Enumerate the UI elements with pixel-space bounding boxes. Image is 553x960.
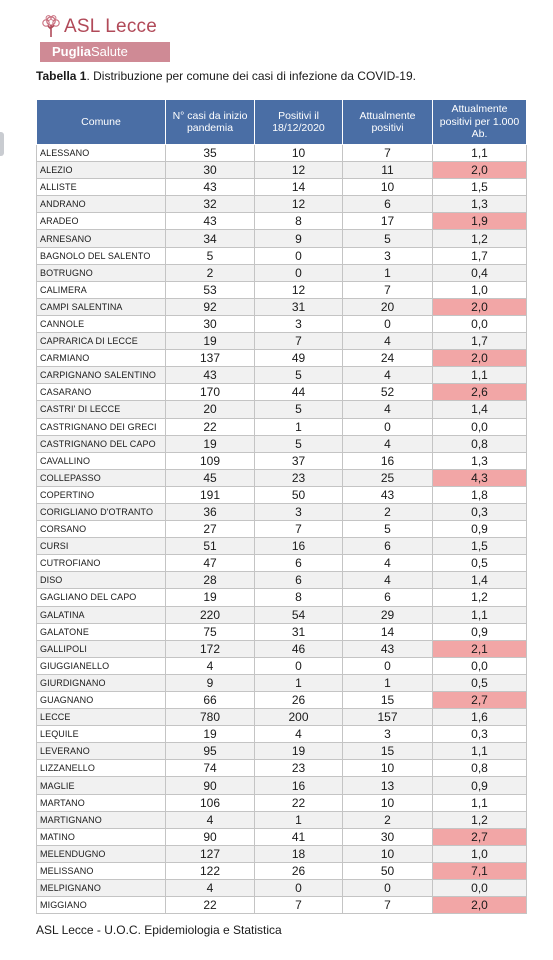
cell-positives-per-1000: 1,8 bbox=[433, 486, 527, 503]
cell-total-cases: 122 bbox=[166, 862, 255, 879]
cell-current-positives: 50 bbox=[343, 862, 433, 879]
table-row bbox=[37, 281, 527, 298]
table-row bbox=[37, 418, 527, 435]
cell-current-positives: 20 bbox=[343, 298, 433, 315]
cell-positives-date: 26 bbox=[255, 862, 343, 879]
cell-positives-date: 7 bbox=[255, 897, 343, 914]
cell-total-cases: 780 bbox=[166, 709, 255, 726]
table-row bbox=[37, 315, 527, 332]
cell-comune: CAPRARICA DI LECCE bbox=[37, 333, 166, 350]
cell-comune: MELISSANO bbox=[37, 862, 166, 879]
cell-current-positives: 4 bbox=[343, 401, 433, 418]
cell-total-cases: 5 bbox=[166, 247, 255, 264]
cell-total-cases: 19 bbox=[166, 589, 255, 606]
cell-positives-date: 10 bbox=[255, 145, 343, 162]
cell-positives-per-1000: 1,5 bbox=[433, 538, 527, 555]
cell-current-positives: 11 bbox=[343, 162, 433, 179]
table-row bbox=[37, 264, 527, 281]
cell-comune: GAGLIANO DEL CAPO bbox=[37, 589, 166, 606]
cell-comune: ARADEO bbox=[37, 213, 166, 230]
cell-comune: GIURDIGNANO bbox=[37, 674, 166, 691]
cell-positives-per-1000: 1,1 bbox=[433, 743, 527, 760]
cell-current-positives: 29 bbox=[343, 606, 433, 623]
cell-comune: CORSANO bbox=[37, 521, 166, 538]
cell-current-positives: 5 bbox=[343, 230, 433, 247]
cell-positives-per-1000: 1,3 bbox=[433, 452, 527, 469]
cell-positives-per-1000: 1,0 bbox=[433, 845, 527, 862]
table-row bbox=[37, 298, 527, 315]
table-header-row bbox=[37, 100, 527, 145]
cell-total-cases: 22 bbox=[166, 897, 255, 914]
table-row bbox=[37, 162, 527, 179]
cell-positives-per-1000: 1,3 bbox=[433, 196, 527, 213]
cell-positives-date: 44 bbox=[255, 384, 343, 401]
cell-positives-date: 3 bbox=[255, 315, 343, 332]
cell-current-positives: 15 bbox=[343, 743, 433, 760]
cell-positives-per-1000: 1,7 bbox=[433, 247, 527, 264]
cell-positives-per-1000: 7,1 bbox=[433, 862, 527, 879]
table-row bbox=[37, 743, 527, 760]
cell-current-positives: 25 bbox=[343, 469, 433, 486]
table-row bbox=[37, 521, 527, 538]
cell-comune: CASTRI' DI LECCE bbox=[37, 401, 166, 418]
cell-comune: ALLISTE bbox=[37, 179, 166, 196]
table-row bbox=[37, 196, 527, 213]
cell-current-positives: 0 bbox=[343, 880, 433, 897]
table-row bbox=[37, 692, 527, 709]
cell-positives-date: 0 bbox=[255, 880, 343, 897]
cell-positives-date: 16 bbox=[255, 777, 343, 794]
cell-positives-date: 9 bbox=[255, 230, 343, 247]
table-row bbox=[37, 572, 527, 589]
cell-current-positives: 0 bbox=[343, 418, 433, 435]
cell-positives-per-1000: 1,9 bbox=[433, 213, 527, 230]
cell-positives-per-1000: 0,0 bbox=[433, 315, 527, 332]
side-edge-marker bbox=[0, 132, 4, 156]
cell-positives-per-1000: 1,1 bbox=[433, 794, 527, 811]
cell-positives-date: 7 bbox=[255, 333, 343, 350]
cell-total-cases: 106 bbox=[166, 794, 255, 811]
table-row bbox=[37, 726, 527, 743]
cell-positives-per-1000: 2,7 bbox=[433, 692, 527, 709]
cell-current-positives: 0 bbox=[343, 657, 433, 674]
table-row bbox=[37, 674, 527, 691]
cell-comune: DISO bbox=[37, 572, 166, 589]
cell-comune: LEVERANO bbox=[37, 743, 166, 760]
table-row bbox=[37, 640, 527, 657]
cell-positives-per-1000: 1,1 bbox=[433, 145, 527, 162]
table-row bbox=[37, 623, 527, 640]
cell-positives-per-1000: 0,0 bbox=[433, 657, 527, 674]
cell-positives-per-1000: 0,3 bbox=[433, 503, 527, 520]
cell-total-cases: 22 bbox=[166, 418, 255, 435]
cell-positives-per-1000: 2,0 bbox=[433, 350, 527, 367]
cell-current-positives: 2 bbox=[343, 811, 433, 828]
cell-positives-date: 5 bbox=[255, 367, 343, 384]
table-title-label: Tabella 1 bbox=[36, 69, 87, 83]
cell-comune: ALEZIO bbox=[37, 162, 166, 179]
cell-positives-date: 5 bbox=[255, 435, 343, 452]
cell-total-cases: 92 bbox=[166, 298, 255, 315]
table-row bbox=[37, 709, 527, 726]
cell-total-cases: 43 bbox=[166, 179, 255, 196]
cell-total-cases: 74 bbox=[166, 760, 255, 777]
cell-positives-date: 49 bbox=[255, 350, 343, 367]
cell-total-cases: 30 bbox=[166, 162, 255, 179]
cell-positives-date: 4 bbox=[255, 726, 343, 743]
cell-current-positives: 6 bbox=[343, 589, 433, 606]
cell-total-cases: 27 bbox=[166, 521, 255, 538]
cell-positives-per-1000: 0,5 bbox=[433, 555, 527, 572]
cell-comune: CASTRIGNANO DEL CAPO bbox=[37, 435, 166, 452]
cell-current-positives: 4 bbox=[343, 333, 433, 350]
cell-comune: CASTRIGNANO DEI GRECI bbox=[37, 418, 166, 435]
cell-total-cases: 191 bbox=[166, 486, 255, 503]
cell-comune: GALATONE bbox=[37, 623, 166, 640]
cell-comune: COPERTINO bbox=[37, 486, 166, 503]
cell-current-positives: 4 bbox=[343, 435, 433, 452]
cell-current-positives: 4 bbox=[343, 572, 433, 589]
cell-total-cases: 28 bbox=[166, 572, 255, 589]
cell-total-cases: 51 bbox=[166, 538, 255, 555]
cell-total-cases: 4 bbox=[166, 657, 255, 674]
table-row bbox=[37, 657, 527, 674]
logo-band-rest: Salute bbox=[91, 44, 128, 59]
cell-positives-date: 0 bbox=[255, 657, 343, 674]
cell-positives-per-1000: 2,6 bbox=[433, 384, 527, 401]
cell-comune: CALIMERA bbox=[37, 281, 166, 298]
cell-positives-per-1000: 1,4 bbox=[433, 401, 527, 418]
table-row bbox=[37, 880, 527, 897]
cell-positives-per-1000: 1,1 bbox=[433, 606, 527, 623]
cell-positives-per-1000: 0,8 bbox=[433, 760, 527, 777]
cell-positives-per-1000: 0,5 bbox=[433, 674, 527, 691]
table-row bbox=[37, 862, 527, 879]
cell-positives-per-1000: 2,0 bbox=[433, 162, 527, 179]
cell-total-cases: 2 bbox=[166, 264, 255, 281]
cell-total-cases: 19 bbox=[166, 726, 255, 743]
cell-positives-per-1000: 1,2 bbox=[433, 589, 527, 606]
cell-total-cases: 95 bbox=[166, 743, 255, 760]
table-row bbox=[37, 469, 527, 486]
cell-comune: CAVALLINO bbox=[37, 452, 166, 469]
cell-comune: MAGLIE bbox=[37, 777, 166, 794]
cell-positives-date: 31 bbox=[255, 298, 343, 315]
cell-comune: MATINO bbox=[37, 828, 166, 845]
cell-current-positives: 43 bbox=[343, 640, 433, 657]
header-total-cases: N° casi da inizio pandemia bbox=[166, 100, 255, 145]
cell-total-cases: 4 bbox=[166, 811, 255, 828]
cell-positives-date: 0 bbox=[255, 264, 343, 281]
cell-total-cases: 90 bbox=[166, 828, 255, 845]
table-row bbox=[37, 845, 527, 862]
cell-comune: ARNESANO bbox=[37, 230, 166, 247]
cell-current-positives: 2 bbox=[343, 503, 433, 520]
cell-current-positives: 52 bbox=[343, 384, 433, 401]
cell-total-cases: 45 bbox=[166, 469, 255, 486]
cell-positives-per-1000: 0,0 bbox=[433, 880, 527, 897]
cell-positives-date: 41 bbox=[255, 828, 343, 845]
cell-comune: MARTANO bbox=[37, 794, 166, 811]
cell-total-cases: 53 bbox=[166, 281, 255, 298]
cell-current-positives: 7 bbox=[343, 281, 433, 298]
cell-current-positives: 157 bbox=[343, 709, 433, 726]
cell-current-positives: 6 bbox=[343, 538, 433, 555]
cell-positives-date: 50 bbox=[255, 486, 343, 503]
cell-total-cases: 90 bbox=[166, 777, 255, 794]
table-row bbox=[37, 897, 527, 914]
cell-comune: CASARANO bbox=[37, 384, 166, 401]
cell-positives-date: 5 bbox=[255, 401, 343, 418]
cell-positives-date: 1 bbox=[255, 418, 343, 435]
table-row bbox=[37, 760, 527, 777]
cell-current-positives: 4 bbox=[343, 555, 433, 572]
table-row bbox=[37, 384, 527, 401]
cell-positives-date: 37 bbox=[255, 452, 343, 469]
cell-positives-per-1000: 2,1 bbox=[433, 640, 527, 657]
cell-positives-date: 18 bbox=[255, 845, 343, 862]
cell-current-positives: 5 bbox=[343, 521, 433, 538]
cell-positives-date: 12 bbox=[255, 162, 343, 179]
cell-comune: LECCE bbox=[37, 709, 166, 726]
header-current-positives: Attualmente positivi bbox=[343, 100, 433, 145]
cell-positives-date: 1 bbox=[255, 674, 343, 691]
table-row bbox=[37, 247, 527, 264]
cell-total-cases: 66 bbox=[166, 692, 255, 709]
table-body bbox=[37, 145, 527, 914]
table-row bbox=[37, 452, 527, 469]
cell-current-positives: 43 bbox=[343, 486, 433, 503]
table-row bbox=[37, 794, 527, 811]
cell-positives-date: 200 bbox=[255, 709, 343, 726]
cell-positives-date: 12 bbox=[255, 196, 343, 213]
cell-positives-date: 7 bbox=[255, 521, 343, 538]
cell-comune: LIZZANELLO bbox=[37, 760, 166, 777]
cell-current-positives: 16 bbox=[343, 452, 433, 469]
cell-positives-per-1000: 0,9 bbox=[433, 623, 527, 640]
table-row bbox=[37, 435, 527, 452]
cell-positives-date: 8 bbox=[255, 213, 343, 230]
cell-comune: ANDRANO bbox=[37, 196, 166, 213]
cell-positives-per-1000: 2,0 bbox=[433, 298, 527, 315]
cell-comune: CANNOLE bbox=[37, 315, 166, 332]
cell-positives-date: 23 bbox=[255, 469, 343, 486]
cell-current-positives: 3 bbox=[343, 726, 433, 743]
cell-positives-per-1000: 0,3 bbox=[433, 726, 527, 743]
table-title-text: . Distribuzione per comune dei casi di infezione da COVID-19. bbox=[86, 69, 416, 83]
cell-total-cases: 36 bbox=[166, 503, 255, 520]
cell-total-cases: 170 bbox=[166, 384, 255, 401]
cell-total-cases: 20 bbox=[166, 401, 255, 418]
cell-total-cases: 172 bbox=[166, 640, 255, 657]
cell-positives-date: 26 bbox=[255, 692, 343, 709]
cell-positives-per-1000: 1,0 bbox=[433, 281, 527, 298]
cell-positives-date: 14 bbox=[255, 179, 343, 196]
table-row bbox=[37, 606, 527, 623]
cell-positives-date: 23 bbox=[255, 760, 343, 777]
logo-name: ASL Lecce bbox=[64, 16, 157, 37]
table-row bbox=[37, 367, 527, 384]
cell-current-positives: 10 bbox=[343, 794, 433, 811]
cell-total-cases: 34 bbox=[166, 230, 255, 247]
table-row bbox=[37, 538, 527, 555]
table-row bbox=[37, 230, 527, 247]
cell-total-cases: 127 bbox=[166, 845, 255, 862]
cell-total-cases: 220 bbox=[166, 606, 255, 623]
cell-current-positives: 0 bbox=[343, 315, 433, 332]
asl-logo bbox=[40, 14, 170, 62]
cell-total-cases: 35 bbox=[166, 145, 255, 162]
cell-positives-per-1000: 2,7 bbox=[433, 828, 527, 845]
cell-current-positives: 7 bbox=[343, 145, 433, 162]
cell-positives-date: 6 bbox=[255, 555, 343, 572]
cell-current-positives: 1 bbox=[343, 674, 433, 691]
header-positives-per-1000: Attualmente positivi per 1.000 Ab. bbox=[433, 100, 527, 145]
cell-positives-per-1000: 1,4 bbox=[433, 572, 527, 589]
cell-total-cases: 30 bbox=[166, 315, 255, 332]
cell-positives-per-1000: 0,9 bbox=[433, 521, 527, 538]
table-row bbox=[37, 350, 527, 367]
cell-positives-date: 0 bbox=[255, 247, 343, 264]
cell-comune: GUAGNANO bbox=[37, 692, 166, 709]
cell-total-cases: 32 bbox=[166, 196, 255, 213]
cell-current-positives: 14 bbox=[343, 623, 433, 640]
cell-total-cases: 109 bbox=[166, 452, 255, 469]
cell-comune: COLLEPASSO bbox=[37, 469, 166, 486]
cell-positives-date: 6 bbox=[255, 572, 343, 589]
cell-positives-date: 8 bbox=[255, 589, 343, 606]
table-row bbox=[37, 777, 527, 794]
cell-positives-date: 22 bbox=[255, 794, 343, 811]
cell-positives-date: 16 bbox=[255, 538, 343, 555]
logo-band bbox=[40, 42, 170, 62]
table-row bbox=[37, 828, 527, 845]
cell-total-cases: 75 bbox=[166, 623, 255, 640]
cell-positives-date: 3 bbox=[255, 503, 343, 520]
cell-current-positives: 24 bbox=[343, 350, 433, 367]
cell-total-cases: 19 bbox=[166, 435, 255, 452]
cell-comune: GIUGGIANELLO bbox=[37, 657, 166, 674]
cell-comune: BAGNOLO DEL SALENTO bbox=[37, 247, 166, 264]
cell-positives-per-1000: 0,8 bbox=[433, 435, 527, 452]
cell-total-cases: 9 bbox=[166, 674, 255, 691]
cell-total-cases: 4 bbox=[166, 880, 255, 897]
cell-comune: CURSI bbox=[37, 538, 166, 555]
cell-comune: BOTRUGNO bbox=[37, 264, 166, 281]
cell-positives-date: 12 bbox=[255, 281, 343, 298]
cell-comune: CUTROFIANO bbox=[37, 555, 166, 572]
table-row bbox=[37, 555, 527, 572]
cell-total-cases: 47 bbox=[166, 555, 255, 572]
table-row bbox=[37, 486, 527, 503]
header-comune: Comune bbox=[37, 100, 166, 145]
table-row bbox=[37, 333, 527, 350]
covid-cases-table bbox=[36, 99, 527, 914]
cell-comune: CAMPI SALENTINA bbox=[37, 298, 166, 315]
cell-positives-per-1000: 0,9 bbox=[433, 777, 527, 794]
cell-comune: MARTIGNANO bbox=[37, 811, 166, 828]
table-row bbox=[37, 213, 527, 230]
cell-comune: MELPIGNANO bbox=[37, 880, 166, 897]
cell-comune: ALESSANO bbox=[37, 145, 166, 162]
cell-positives-per-1000: 1,6 bbox=[433, 709, 527, 726]
cell-comune: GALATINA bbox=[37, 606, 166, 623]
cell-total-cases: 137 bbox=[166, 350, 255, 367]
cell-current-positives: 13 bbox=[343, 777, 433, 794]
cell-current-positives: 10 bbox=[343, 179, 433, 196]
cell-current-positives: 10 bbox=[343, 760, 433, 777]
cell-positives-per-1000: 2,0 bbox=[433, 897, 527, 914]
cell-positives-per-1000: 0,0 bbox=[433, 418, 527, 435]
table-row bbox=[37, 145, 527, 162]
cell-current-positives: 30 bbox=[343, 828, 433, 845]
cell-positives-per-1000: 1,1 bbox=[433, 367, 527, 384]
cell-current-positives: 17 bbox=[343, 213, 433, 230]
table-row bbox=[37, 503, 527, 520]
cell-positives-date: 1 bbox=[255, 811, 343, 828]
cell-positives-per-1000: 1,5 bbox=[433, 179, 527, 196]
table-row bbox=[37, 589, 527, 606]
footer-text: ASL Lecce - U.O.C. Epidemiologia e Statistica bbox=[36, 923, 282, 937]
cell-total-cases: 19 bbox=[166, 333, 255, 350]
table-row bbox=[37, 401, 527, 418]
cell-current-positives: 3 bbox=[343, 247, 433, 264]
cell-positives-date: 46 bbox=[255, 640, 343, 657]
cell-current-positives: 6 bbox=[343, 196, 433, 213]
cell-comune: CORIGLIANO D'OTRANTO bbox=[37, 503, 166, 520]
tree-logo-icon bbox=[40, 14, 62, 38]
cell-positives-date: 54 bbox=[255, 606, 343, 623]
cell-total-cases: 43 bbox=[166, 213, 255, 230]
cell-positives-date: 31 bbox=[255, 623, 343, 640]
cell-current-positives: 1 bbox=[343, 264, 433, 281]
cell-comune: MIGGIANO bbox=[37, 897, 166, 914]
header-positives-date: Positivi il 18/12/2020 bbox=[255, 100, 343, 145]
cell-total-cases: 43 bbox=[166, 367, 255, 384]
cell-current-positives: 4 bbox=[343, 367, 433, 384]
cell-positives-per-1000: 1,7 bbox=[433, 333, 527, 350]
cell-positives-per-1000: 1,2 bbox=[433, 230, 527, 247]
cell-current-positives: 15 bbox=[343, 692, 433, 709]
table-row bbox=[37, 179, 527, 196]
table-title bbox=[36, 69, 416, 83]
cell-comune: GALLIPOLI bbox=[37, 640, 166, 657]
cell-positives-per-1000: 4,3 bbox=[433, 469, 527, 486]
cell-comune: LEQUILE bbox=[37, 726, 166, 743]
cell-positives-date: 19 bbox=[255, 743, 343, 760]
cell-comune: CARPIGNANO SALENTINO bbox=[37, 367, 166, 384]
cell-comune: MELENDUGNO bbox=[37, 845, 166, 862]
cell-current-positives: 10 bbox=[343, 845, 433, 862]
cell-current-positives: 7 bbox=[343, 897, 433, 914]
cell-positives-per-1000: 1,2 bbox=[433, 811, 527, 828]
cell-positives-per-1000: 0,4 bbox=[433, 264, 527, 281]
cell-comune: CARMIANO bbox=[37, 350, 166, 367]
table-row bbox=[37, 811, 527, 828]
logo-band-bold: Puglia bbox=[52, 44, 92, 59]
